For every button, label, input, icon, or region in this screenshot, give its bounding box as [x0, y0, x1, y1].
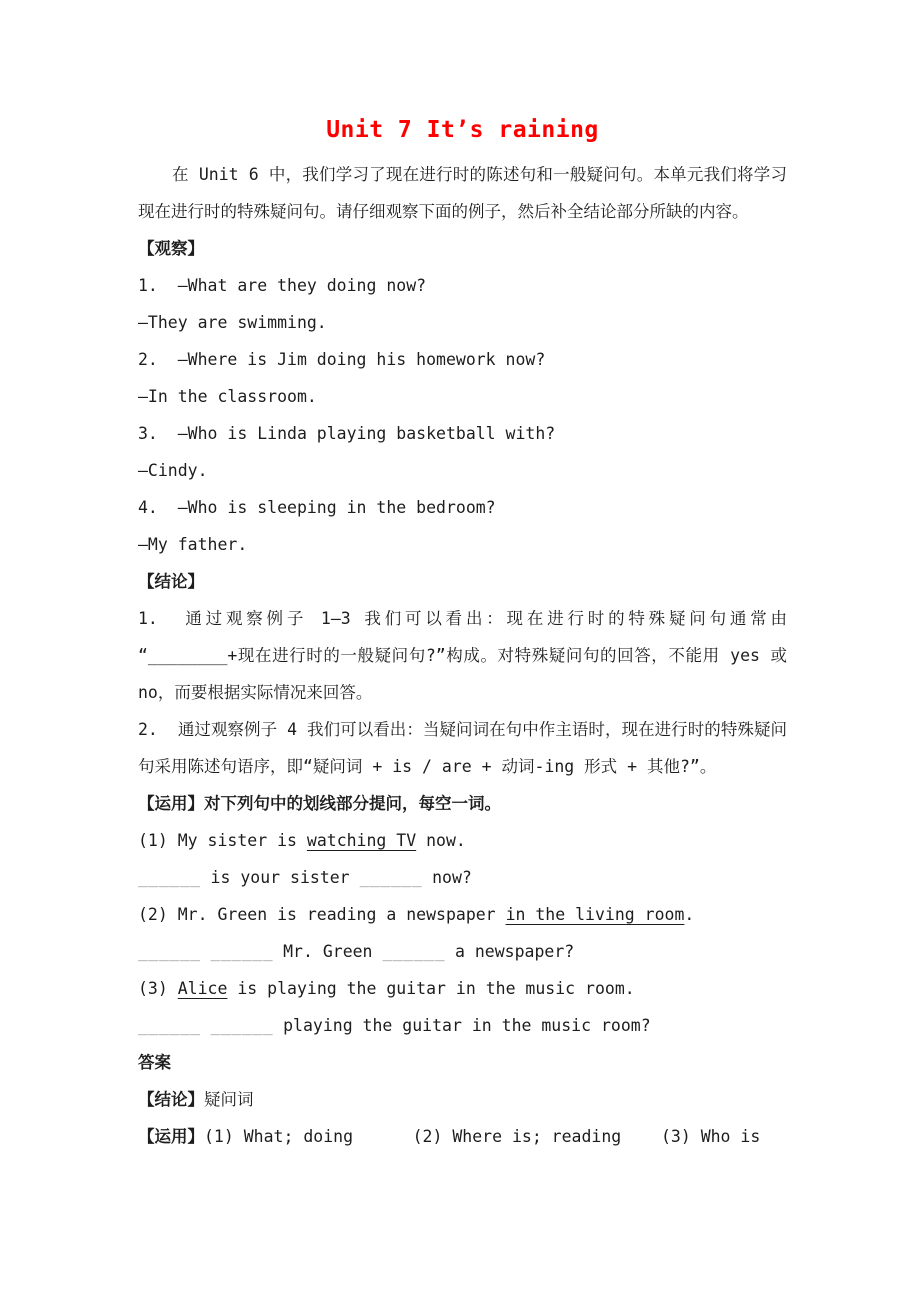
observe-dialogue-4-answer: —My father. [138, 535, 248, 554]
sentence-text: now. [416, 831, 466, 850]
application-heading: 【运用】对下列句中的划线部分提问，每空一词。 [138, 794, 501, 813]
intro-paragraph: 在 Unit 6 中，我们学习了现在进行时的陈述句和一般疑问句。本单元我们将学习现在进行时的特殊疑问句。请仔细观察下面的例子，然后补全结论部分所缺的内容。 [138, 165, 787, 221]
sentence-text: (3) [138, 979, 178, 998]
answers-conclusion-line [138, 1081, 787, 1118]
answer-blank: ______ [138, 1016, 201, 1035]
sentence-text: is playing the guitar in the music room. [227, 979, 635, 998]
conclusion-item-2: 2. 通过观察例子 4 我们可以看出：当疑问词在句中作主语时，现在进行时的特殊疑问句采用陈述句语序，即“疑问词 + is / are + 动词-ing 形式 + 其他?”。 [138, 720, 787, 776]
answers-conclusion-value: 疑问词 [204, 1090, 254, 1109]
answers-heading: 答案 [138, 1053, 171, 1072]
answer-blank: ______ [138, 868, 201, 887]
answers-application-label: 【运用】 [138, 1127, 204, 1146]
observe-dialogue-3-answer: —Cindy. [138, 461, 208, 480]
observe-dialogue-1-answer: —They are swimming. [138, 313, 327, 332]
answers-conclusion-label: 【结论】 [138, 1090, 204, 1109]
underlined-phrase: Alice [177, 979, 228, 998]
document-title: Unit 7 It’s raining [326, 117, 599, 143]
application-sentence-1 [138, 822, 787, 859]
underlined-phrase: in the living room [505, 905, 685, 924]
underlined-phrase: watching TV [306, 831, 417, 850]
question-text [201, 942, 211, 961]
sentence-text: (2) Mr. Green is reading a newspaper [138, 905, 506, 924]
observe-dialogue-3-question: 3. —Who is Linda playing basketball with? [138, 424, 556, 443]
answer-blank: ______ [210, 1016, 274, 1035]
answer-blank: ______ [210, 942, 274, 961]
answer-blank: ______ [359, 868, 423, 887]
observe-dialogue-4-question: 4. —Who is sleeping in the bedroom? [138, 498, 496, 517]
conclusion-item-1: 1. 通过观察例子 1—3 我们可以看出：现在进行时的特殊疑问句通常由 “________+现在进行时的一般疑问句?”构成。对特殊疑问句的回答，不能用 yes 或 no，而要根据实际情况来回答。 [138, 609, 787, 702]
observe-dialogue-2-answer: —In the classroom. [138, 387, 317, 406]
sentence-text: (1) My sister is [138, 831, 307, 850]
question-text: a newspaper? [445, 942, 575, 961]
answers-application-line [138, 1118, 787, 1155]
application-question-3 [138, 1007, 787, 1044]
observe-dialogue-2-question: 2. —Where is Jim doing his homework now? [138, 350, 546, 369]
application-question-1 [138, 859, 787, 896]
answers-application-value: (1) What; doing (2) Where is; reading (3) Who is [204, 1127, 761, 1146]
answer-blank: ______ [138, 942, 201, 961]
conclusion-heading: 【结论】 [138, 572, 204, 591]
question-text: playing the guitar in the music room? [273, 1016, 651, 1035]
sentence-text: . [684, 905, 695, 924]
question-text [201, 1016, 211, 1035]
question-text: now? [422, 868, 472, 887]
answer-blank: ______ [382, 942, 446, 961]
observe-dialogue-1-question: 1. —What are they doing now? [138, 276, 427, 295]
question-text: is your sister [200, 868, 360, 887]
application-question-2 [138, 933, 787, 970]
application-sentence-2 [138, 896, 787, 933]
observe-heading: 【观察】 [138, 239, 204, 258]
question-text: Mr. Green [273, 942, 383, 961]
application-sentence-3 [138, 970, 787, 1007]
